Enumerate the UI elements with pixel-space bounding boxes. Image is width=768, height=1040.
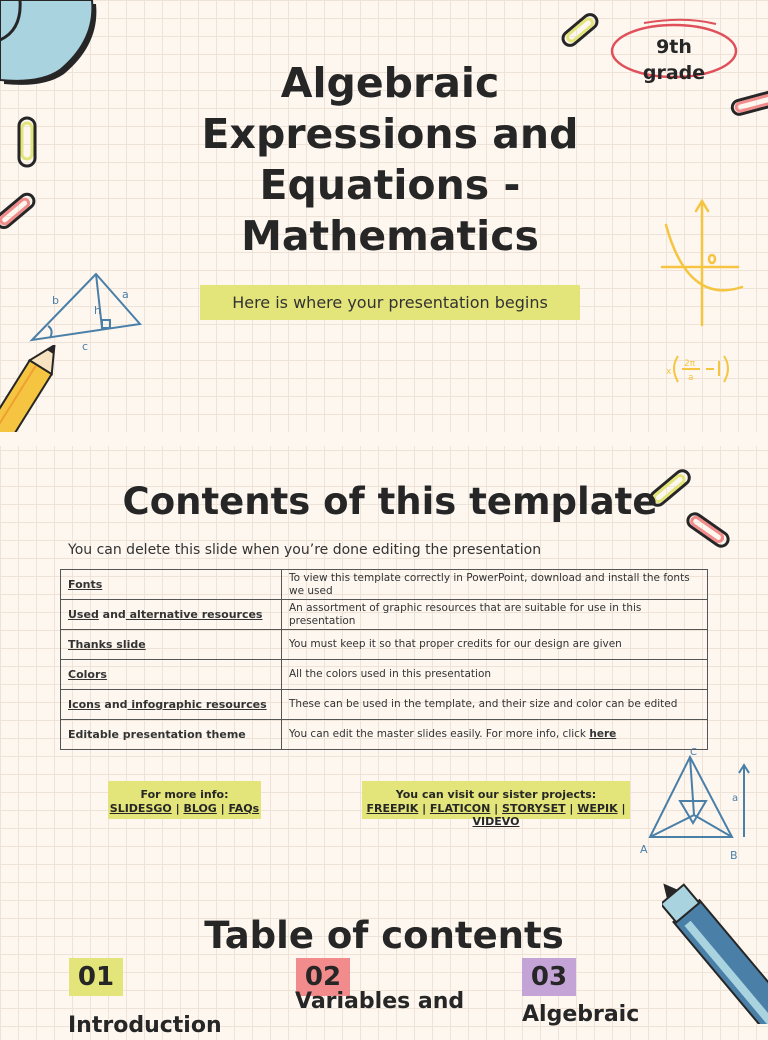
sister-projects-heading: You can visit our sister projects:	[395, 788, 597, 801]
videvo-link[interactable]: VIDEVO	[472, 815, 520, 828]
slidesgo-link[interactable]: SLIDESGO	[109, 801, 172, 815]
flaticon-link[interactable]: FLATICON	[429, 801, 491, 815]
sister-projects-links	[362, 802, 630, 829]
row-label	[61, 690, 282, 720]
link-separator: |	[171, 801, 184, 815]
row-description: To view this template correctly in PowerPoint, download and install the fonts we used	[282, 570, 708, 600]
pyramid-doodle-icon	[636, 745, 768, 865]
row-description: You must keep it so that proper credits for our design are given	[282, 630, 708, 660]
svg-text:B: B	[730, 849, 738, 862]
faqs-link[interactable]: FAQs	[228, 801, 260, 815]
more-info-heading: For more info:	[140, 788, 229, 801]
graph-doodle-icon	[658, 195, 748, 330]
wepik-link[interactable]: WEPIK	[577, 801, 618, 815]
svg-text:a: a	[122, 288, 129, 301]
table-row	[61, 690, 708, 720]
svg-text:c: c	[82, 340, 89, 353]
more-info-links	[108, 802, 261, 816]
link-separator: |	[216, 801, 229, 815]
formula-doodle-icon	[664, 350, 739, 388]
label-connector: and	[100, 698, 128, 711]
sister-projects-box	[362, 781, 630, 828]
section-number: 03	[522, 958, 576, 996]
link-separator: |	[490, 801, 503, 815]
icons-link[interactable]: Icons	[68, 698, 101, 711]
grade-line-1: 9th	[656, 36, 692, 58]
colors-link[interactable]: Colors	[68, 668, 107, 681]
link-separator: |	[565, 801, 578, 815]
freepik-link[interactable]: FREEPIK	[366, 801, 419, 815]
label-connector: and	[98, 608, 126, 621]
section-title: Algebraic	[522, 1002, 640, 1027]
row-description: An assortment of graphic resources that are suitable for use in this presentation	[282, 600, 708, 630]
svg-text:a: a	[732, 793, 739, 804]
paperclip-icon	[0, 185, 40, 230]
row-label	[61, 630, 282, 660]
link-separator: |	[617, 801, 626, 815]
svg-text:b: b	[52, 294, 59, 307]
svg-text:A: A	[640, 843, 648, 856]
protractor-icon	[0, 0, 100, 85]
svg-text:2π: 2π	[684, 359, 696, 369]
pencil-icon	[0, 345, 64, 432]
section-title: Variables and	[295, 989, 465, 1014]
section-number: 01	[69, 958, 123, 996]
toc-title: Table of contents	[204, 914, 564, 957]
table-row	[61, 600, 708, 630]
row-label	[61, 660, 282, 690]
presentation-title: Algebraic Expressions and Equations - Mathematics	[201, 59, 579, 260]
infographic-resources-link[interactable]: infographic resources	[127, 698, 267, 711]
used-link[interactable]: Used	[68, 608, 99, 621]
table-row	[61, 720, 708, 750]
svg-text:h: h	[94, 304, 101, 317]
paperclip-icon	[12, 115, 42, 170]
row-description: These can be used in the template, and their size and color can be edited	[282, 690, 708, 720]
paperclip-icon	[728, 88, 768, 123]
thanks-slide-link[interactable]: Thanks slide	[68, 638, 146, 651]
alternative-resources-link[interactable]: alternative resources	[125, 608, 263, 621]
blog-link[interactable]: BLOG	[183, 801, 217, 815]
svg-text:C: C	[690, 747, 697, 758]
row-label	[61, 720, 282, 750]
marker-icon	[662, 860, 768, 1024]
contents-title: Contents of this template	[122, 480, 658, 523]
contents-subtitle: You can delete this slide when you’re done editing the presentation	[68, 542, 542, 558]
section-title: Introduction	[68, 1013, 222, 1038]
here-link[interactable]: here	[589, 728, 617, 740]
editable-theme-label: Editable presentation theme	[68, 728, 246, 741]
fonts-link[interactable]: Fonts	[68, 578, 103, 591]
row-description: All the colors used in this presentation	[282, 660, 708, 690]
storyset-link[interactable]: STORYSET	[502, 801, 566, 815]
slide-separator	[0, 432, 768, 446]
grade-label	[628, 34, 720, 86]
more-info-box	[108, 781, 261, 819]
section-number: 02	[296, 958, 350, 996]
table-row	[61, 630, 708, 660]
presentation-subtitle: Here is where your presentation begins	[200, 285, 580, 320]
table-row	[61, 660, 708, 690]
row-label	[61, 600, 282, 630]
resources-table	[60, 569, 708, 750]
svg-text:x: x	[666, 367, 672, 377]
row-label	[61, 570, 282, 600]
triangle-doodle-icon	[28, 268, 146, 353]
table-row	[61, 570, 708, 600]
paperclip-icon	[555, 8, 605, 53]
svg-text:a: a	[688, 373, 694, 383]
grade-line-2: grade	[642, 62, 706, 84]
row-description-text: You can edit the master slides easily. For more info, click	[289, 728, 590, 740]
link-separator: |	[418, 801, 430, 815]
